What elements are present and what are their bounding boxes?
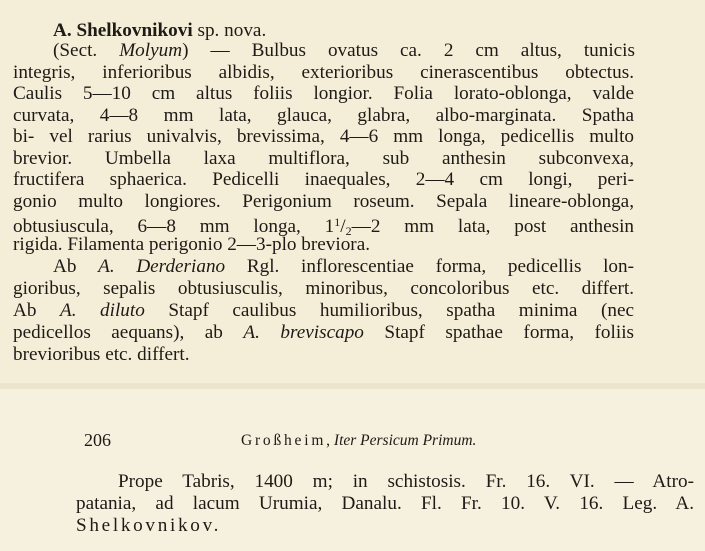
text-line: Caulis 5—10 cm altus foliis longior. Folia lorato-oblonga, valde bbox=[13, 83, 634, 104]
page-number: 206 bbox=[84, 430, 111, 450]
text-line: brevioribus etc. differt. bbox=[13, 344, 190, 365]
species-name: A. Shelkovnikovi bbox=[53, 20, 193, 41]
text-line bbox=[53, 40, 635, 61]
text-line bbox=[13, 300, 634, 321]
taxon-name: A. breviscapo bbox=[243, 322, 364, 343]
text-line: gonio multo longiores. Perigonium roseum. Sepala lineare-oblonga, bbox=[13, 191, 634, 212]
text-fragment: ) — Bulbus ovatus ca. 2 cm altus, tunicis bbox=[182, 40, 635, 61]
taxon-name: A. diluto bbox=[59, 300, 145, 321]
text-line: bi- vel rarius univalvis, brevissima, 4—6 mm longa, pedicellis multo bbox=[13, 126, 634, 147]
text-fragment: (Sect. bbox=[53, 40, 120, 61]
text-fragment: obtusiuscula, 6—8 mm longa, 1 bbox=[13, 216, 335, 237]
fraction-slash: / bbox=[340, 216, 346, 237]
text-line: rigida. Filamenta perigonio 2—3-plo breviora. bbox=[13, 234, 371, 255]
text-fragment: pedicellos aequans), ab bbox=[13, 322, 244, 343]
text-fragment: Stapf spathae forma, foliis bbox=[363, 322, 634, 343]
taxon-name: A. Derderiano bbox=[98, 256, 226, 277]
text-fragment: Rgl. inflorescentiae forma, pedicellis lon- bbox=[225, 256, 634, 277]
text-fragment: Ab bbox=[13, 300, 60, 321]
text-fragment: —2 mm lata, post anthesin bbox=[351, 216, 634, 237]
running-head-author: Großheim bbox=[241, 432, 327, 449]
species-heading bbox=[53, 20, 266, 41]
text-line: brevior. Umbella laxa multiflora, sub anthesin subconvexa, bbox=[13, 148, 634, 169]
running-head-title: Iter Persicum Primum. bbox=[333, 432, 477, 449]
text-line: Prope Tabris, 1400 m; in schistosis. Fr. 16. VI. — Atro- bbox=[118, 471, 694, 492]
text-line bbox=[53, 256, 634, 277]
fraction-denominator: 2 bbox=[345, 224, 352, 238]
running-head bbox=[241, 432, 476, 450]
fraction-numerator: 1 bbox=[334, 215, 341, 229]
text-line: curvata, 4—8 mm lata, glauca, glabra, albo-marginata. Spatha bbox=[13, 105, 634, 126]
section-name: Molyum bbox=[119, 40, 183, 61]
text-line: integris, inferioribus albidis, exterioribus cinerascentibus obtectus. bbox=[13, 62, 634, 83]
text-fragment: Stapf caulibus humilioribus, spatha minima (nec bbox=[144, 300, 634, 321]
species-status: sp. nova. bbox=[192, 20, 267, 41]
text-fragment: Ab bbox=[53, 256, 99, 277]
running-head-separator: , bbox=[326, 432, 334, 449]
text-line bbox=[13, 322, 634, 343]
text-line: fructifera sphaerica. Pedicelli inaequales, 2—4 cm longi, peri- bbox=[13, 169, 634, 190]
text-line: patania, ad lacum Urumia, Danalu. Fl. Fr. 10. V. 16. Leg. A. bbox=[76, 493, 694, 514]
collector-name: Shelkovnikov. bbox=[76, 515, 222, 536]
text-line: gioribus, sepalis obtusiusculis, minoribus, concoloribus etc. differt. bbox=[13, 278, 634, 299]
